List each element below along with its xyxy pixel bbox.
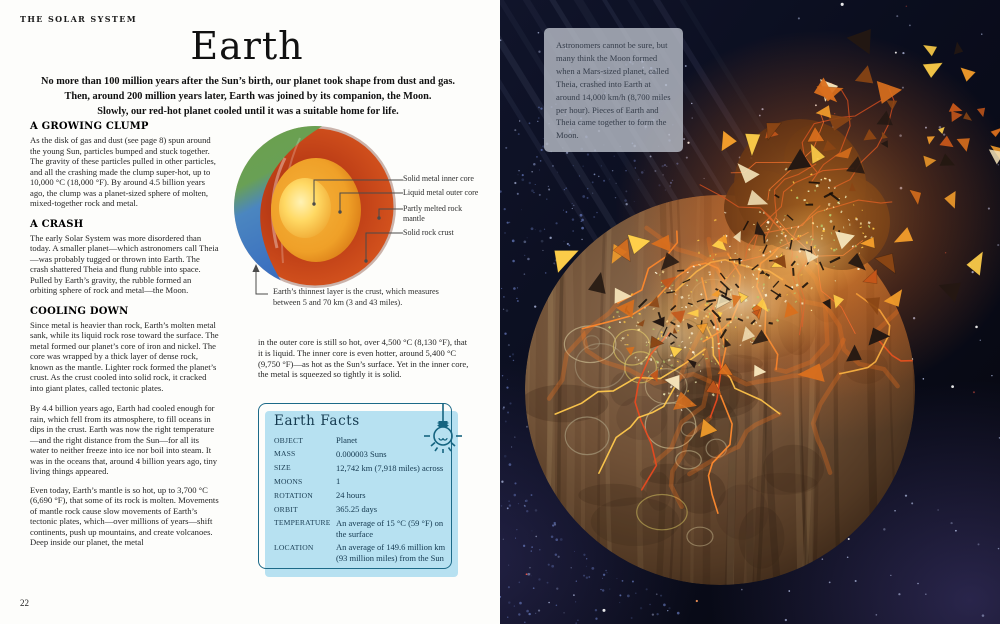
paragraph: By 4.4 billion years ago, Earth had cooled enough for rain, which fell from its atmosphere, to fill oceans in dips in the crust. Earth was now the right temperature—and the right distance from the Sun—for all its water to neither freeze into ice nor boil into steam. It was in the oceans that, around 4 billion years ago, tiny living things appeared. [30,403,218,476]
column2-paragraph: in the outer core is still so hot, over 4,500 °C (8,130 °F), that it is liquid. The inner core is even hotter, around 5,400 °C (9,750 °F)—as hot as the Sun’s surface. Yet in the inner core, the metal is squeezed so tightly it is solid. [258,337,469,380]
section-cooling-down [30,306,220,394]
page-title: Earth [190,24,304,68]
fact-label: MASS [274,449,296,459]
fact-row [274,518,450,540]
fact-label: ORBIT [274,504,298,514]
fact-label: SIZE [274,463,291,473]
section-heading: COOLING DOWN [30,305,129,317]
intro-paragraph [28,74,468,119]
fact-row [274,504,450,515]
fact-value: An average of 15 °C (59 °F) on the surface [336,517,444,539]
fact-value: 24 hours [336,490,366,501]
fact-value: Planet [336,435,358,445]
fact-row [274,490,450,501]
diagram-label-outer-core: Liquid metal outer core [403,188,479,197]
diagram-label-crust: Solid rock crust [403,228,454,237]
fact-value: 365.25 days [336,503,378,514]
intro-line: No more than 100 million years after the Sun’s birth, our planet took shape from dust and gas. [41,76,455,87]
book-header: THE SOLAR SYSTEM [20,14,137,24]
lightbulb-icon [421,398,465,464]
paragraph: Even today, Earth’s mantle is so hot, up to 3,700 °C (6,690 °F), that some of its rock is molten. Movements of mantle rock cause slow movements of Earth’s tectonic plates, which—over millions of years—shift continents, push up mountains, and create volcanoes. Deep inside our planet, the metal [30,484,219,547]
fact-label: MOONS [274,476,303,486]
fact-value: 1 [336,476,341,487]
section-body: Since metal is heavier than rock, Earth’s molten metal sank, while its liquid rock rose toward the surface. The metal formed our planet’s core of iron and nickel. The core was wrapped by a thick layer of dense rock, known as the mantle. Lighter rock formed the planet’s crust. As the crust cooled into solid rock, it cracked into giant plates, called tectonic plates. [30,319,219,393]
section-heading: A GROWING CLUMP [30,121,149,132]
fact-row [274,463,450,474]
section-body: The early Solar System was more disordered than today. A smaller planet—which astronomers call Theia—was probably tugged or thrown into Earth. The crash shattered Theia and flung rubble into space. Pulled by Earth’s gravity, the rubble formed an orbiting sphere of rock and metal—the Moon. [30,232,219,295]
illustration-caption: Astronomers cannot be sure, but many think the Moon formed when a Mars-sized planet, called Theia, crashed into Earth at around 14,000 km/h (8,700 miles per hour). Pieces of Earth and Theia came together to form the Moon. [544,28,683,152]
fact-value: 0.000003 Suns [336,448,387,459]
fact-label: OBJECT [274,435,304,445]
fact-row [274,476,450,487]
fact-label: ROTATION [274,490,313,500]
fact-row [274,542,450,564]
left-column [30,121,220,556]
fact-label: LOCATION [274,542,314,552]
fact-value: 12,742 km (7,918 miles) across [336,462,444,473]
page-number: 22 [20,598,29,608]
diagram-caption: Earth’s thinnest layer is the crust, which measures between 5 and 70 km (3 and 43 miles). [273,287,439,307]
diagram-label-inner-core: Solid metal inner core [403,174,474,183]
facts-title: Earth Facts [274,413,360,429]
fact-value: An average of 149.6 million km (93 million miles) from the Sun [336,542,446,564]
diagram-label-mantle: Partly melted rock mantle [403,204,463,223]
intro-line: Then, around 200 million years later, Earth was joined by its companion, the Moon. [64,91,432,102]
inner-core [279,178,331,238]
section-a-crash [30,219,220,296]
section-body: As the disk of gas and dust (see page 8) spun around the young Sun, particles bumped and stuck together. The gravity of these particles pulled in other particles, and all the crashing made the clump super-hot, up to 10,000 °C (18,000 °F). By around 4.5 billion years ago, the clump was a planet-sized sphere of molten, mixed-together rock and metal. [30,135,216,208]
section-heading: A CRASH [30,218,84,230]
intro-line: Slowly, our red-hot planet cooled until it was a suitable home for life. [97,106,399,117]
section-growing-clump [30,121,220,209]
fact-label: TEMPERATURE [274,518,331,528]
page-right [500,0,1000,624]
arrow-up-icon [252,264,259,272]
